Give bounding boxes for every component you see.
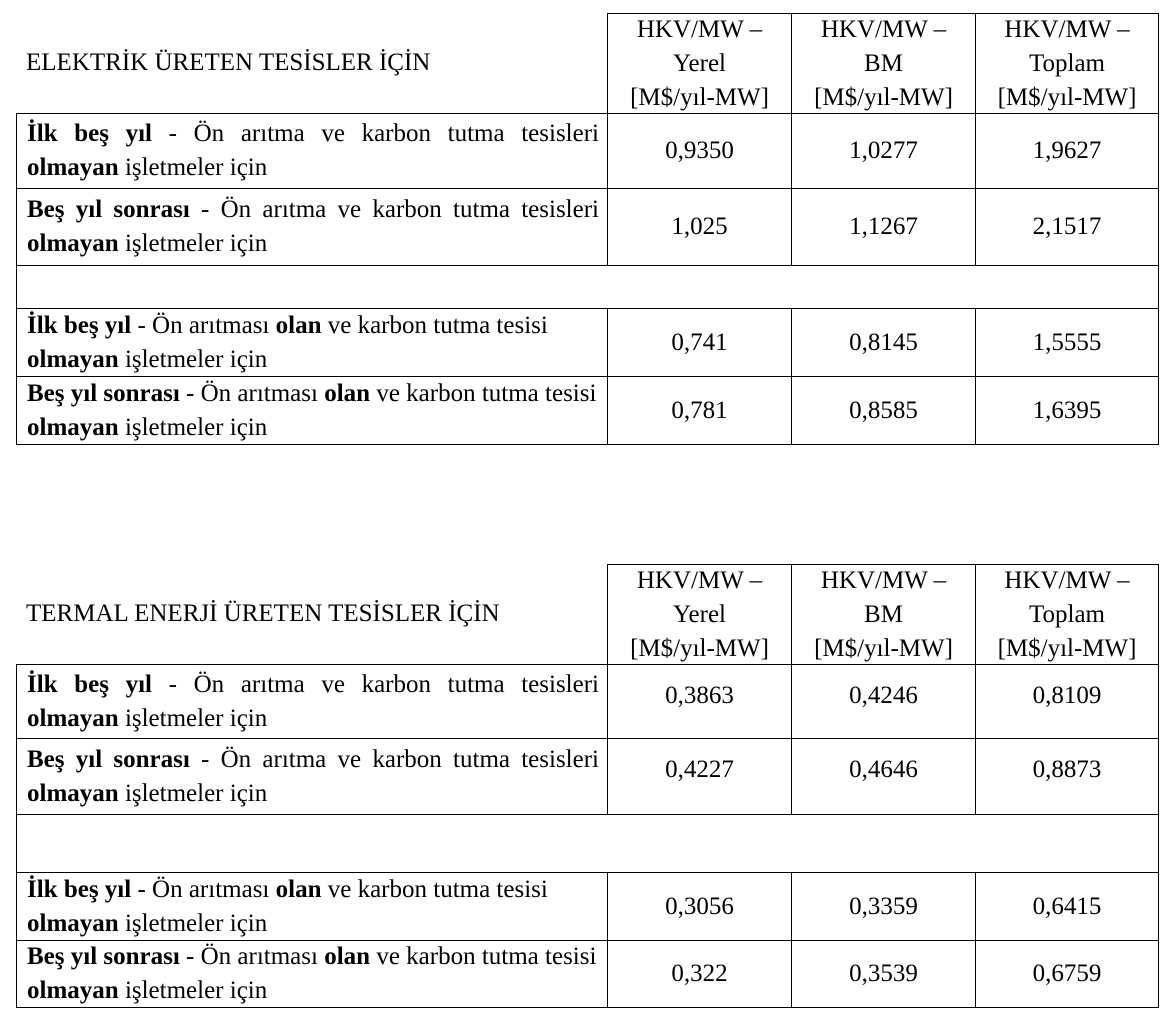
table-header-row xyxy=(16,13,1159,114)
value-bm: 0,3539 xyxy=(791,941,975,1008)
table-row xyxy=(16,189,1159,266)
value-local: 0,322 xyxy=(607,941,791,1008)
column-header-total: HKV/MW – Toplam [M$/yıl-MW] xyxy=(975,564,1159,665)
value-total: 1,9627 xyxy=(975,114,1159,189)
value-local: 0,3863 xyxy=(607,665,791,739)
table-row xyxy=(16,377,1159,445)
value-total: 0,6759 xyxy=(975,941,1159,1008)
value-bm: 1,1267 xyxy=(791,189,975,266)
value-total: 0,8873 xyxy=(975,739,1159,815)
value-local: 0,781 xyxy=(607,377,791,445)
row-label: Beş yıl sonrası - Ön arıtma ve karbon tutma tesisleri olmayan işletmeler için xyxy=(16,739,607,815)
value-bm: 0,8585 xyxy=(791,377,975,445)
electricity-plants-table xyxy=(16,13,1159,445)
value-local: 0,3056 xyxy=(607,873,791,941)
row-label: İlk beş yıl - Ön arıtması olan ve karbon tutma tesisi olmayan işletmeler için xyxy=(16,873,607,941)
thermal-plants-table xyxy=(16,564,1159,1008)
table-row xyxy=(16,873,1159,941)
table-spacer-row xyxy=(16,266,1159,309)
value-local: 0,4227 xyxy=(607,739,791,815)
row-label: Beş yıl sonrası - Ön arıtma ve karbon tutma tesisleri olmayan işletmeler için xyxy=(16,189,607,266)
value-bm: 1,0277 xyxy=(791,114,975,189)
table-row xyxy=(16,114,1159,189)
column-header-total: HKV/MW – Toplam [M$/yıl-MW] xyxy=(975,13,1159,114)
table-row xyxy=(16,941,1159,1008)
column-header-bm: HKV/MW – BM [M$/yıl-MW] xyxy=(791,564,975,665)
value-total: 0,8109 xyxy=(975,665,1159,739)
column-header-bm: HKV/MW – BM [M$/yıl-MW] xyxy=(791,13,975,114)
value-local: 0,9350 xyxy=(607,114,791,189)
row-label: Beş yıl sonrası - Ön arıtması olan ve karbon tutma tesisi olmayan işletmeler için xyxy=(16,377,607,445)
table-row xyxy=(16,739,1159,815)
table-row xyxy=(16,665,1159,739)
value-local: 0,741 xyxy=(607,309,791,377)
row-label: İlk beş yıl - Ön arıtma ve karbon tutma tesisleri olmayan işletmeler için xyxy=(16,114,607,189)
value-total: 1,6395 xyxy=(975,377,1159,445)
value-total: 2,1517 xyxy=(975,189,1159,266)
value-bm: 0,3359 xyxy=(791,873,975,941)
value-total: 1,5555 xyxy=(975,309,1159,377)
value-bm: 0,8145 xyxy=(791,309,975,377)
value-local: 1,025 xyxy=(607,189,791,266)
table-title: ELEKTRİK ÜRETEN TESİSLER İÇİN xyxy=(16,13,607,114)
row-label: Beş yıl sonrası - Ön arıtması olan ve karbon tutma tesisi olmayan işletmeler için xyxy=(16,941,607,1008)
table-row xyxy=(16,309,1159,377)
column-header-local: HKV/MW – Yerel [M$/yıl-MW] xyxy=(607,13,791,114)
column-header-local: HKV/MW – Yerel [M$/yıl-MW] xyxy=(607,564,791,665)
table-spacer-row xyxy=(16,815,1159,873)
row-label: İlk beş yıl - Ön arıtması olan ve karbon tutma tesisi olmayan işletmeler için xyxy=(16,309,607,377)
value-bm: 0,4246 xyxy=(791,665,975,739)
table-title: TERMAL ENERJİ ÜRETEN TESİSLER İÇİN xyxy=(16,564,607,665)
row-label: İlk beş yıl - Ön arıtma ve karbon tutma tesisleri olmayan işletmeler için xyxy=(16,665,607,739)
table-header-row xyxy=(16,564,1159,665)
value-total: 0,6415 xyxy=(975,873,1159,941)
value-bm: 0,4646 xyxy=(791,739,975,815)
